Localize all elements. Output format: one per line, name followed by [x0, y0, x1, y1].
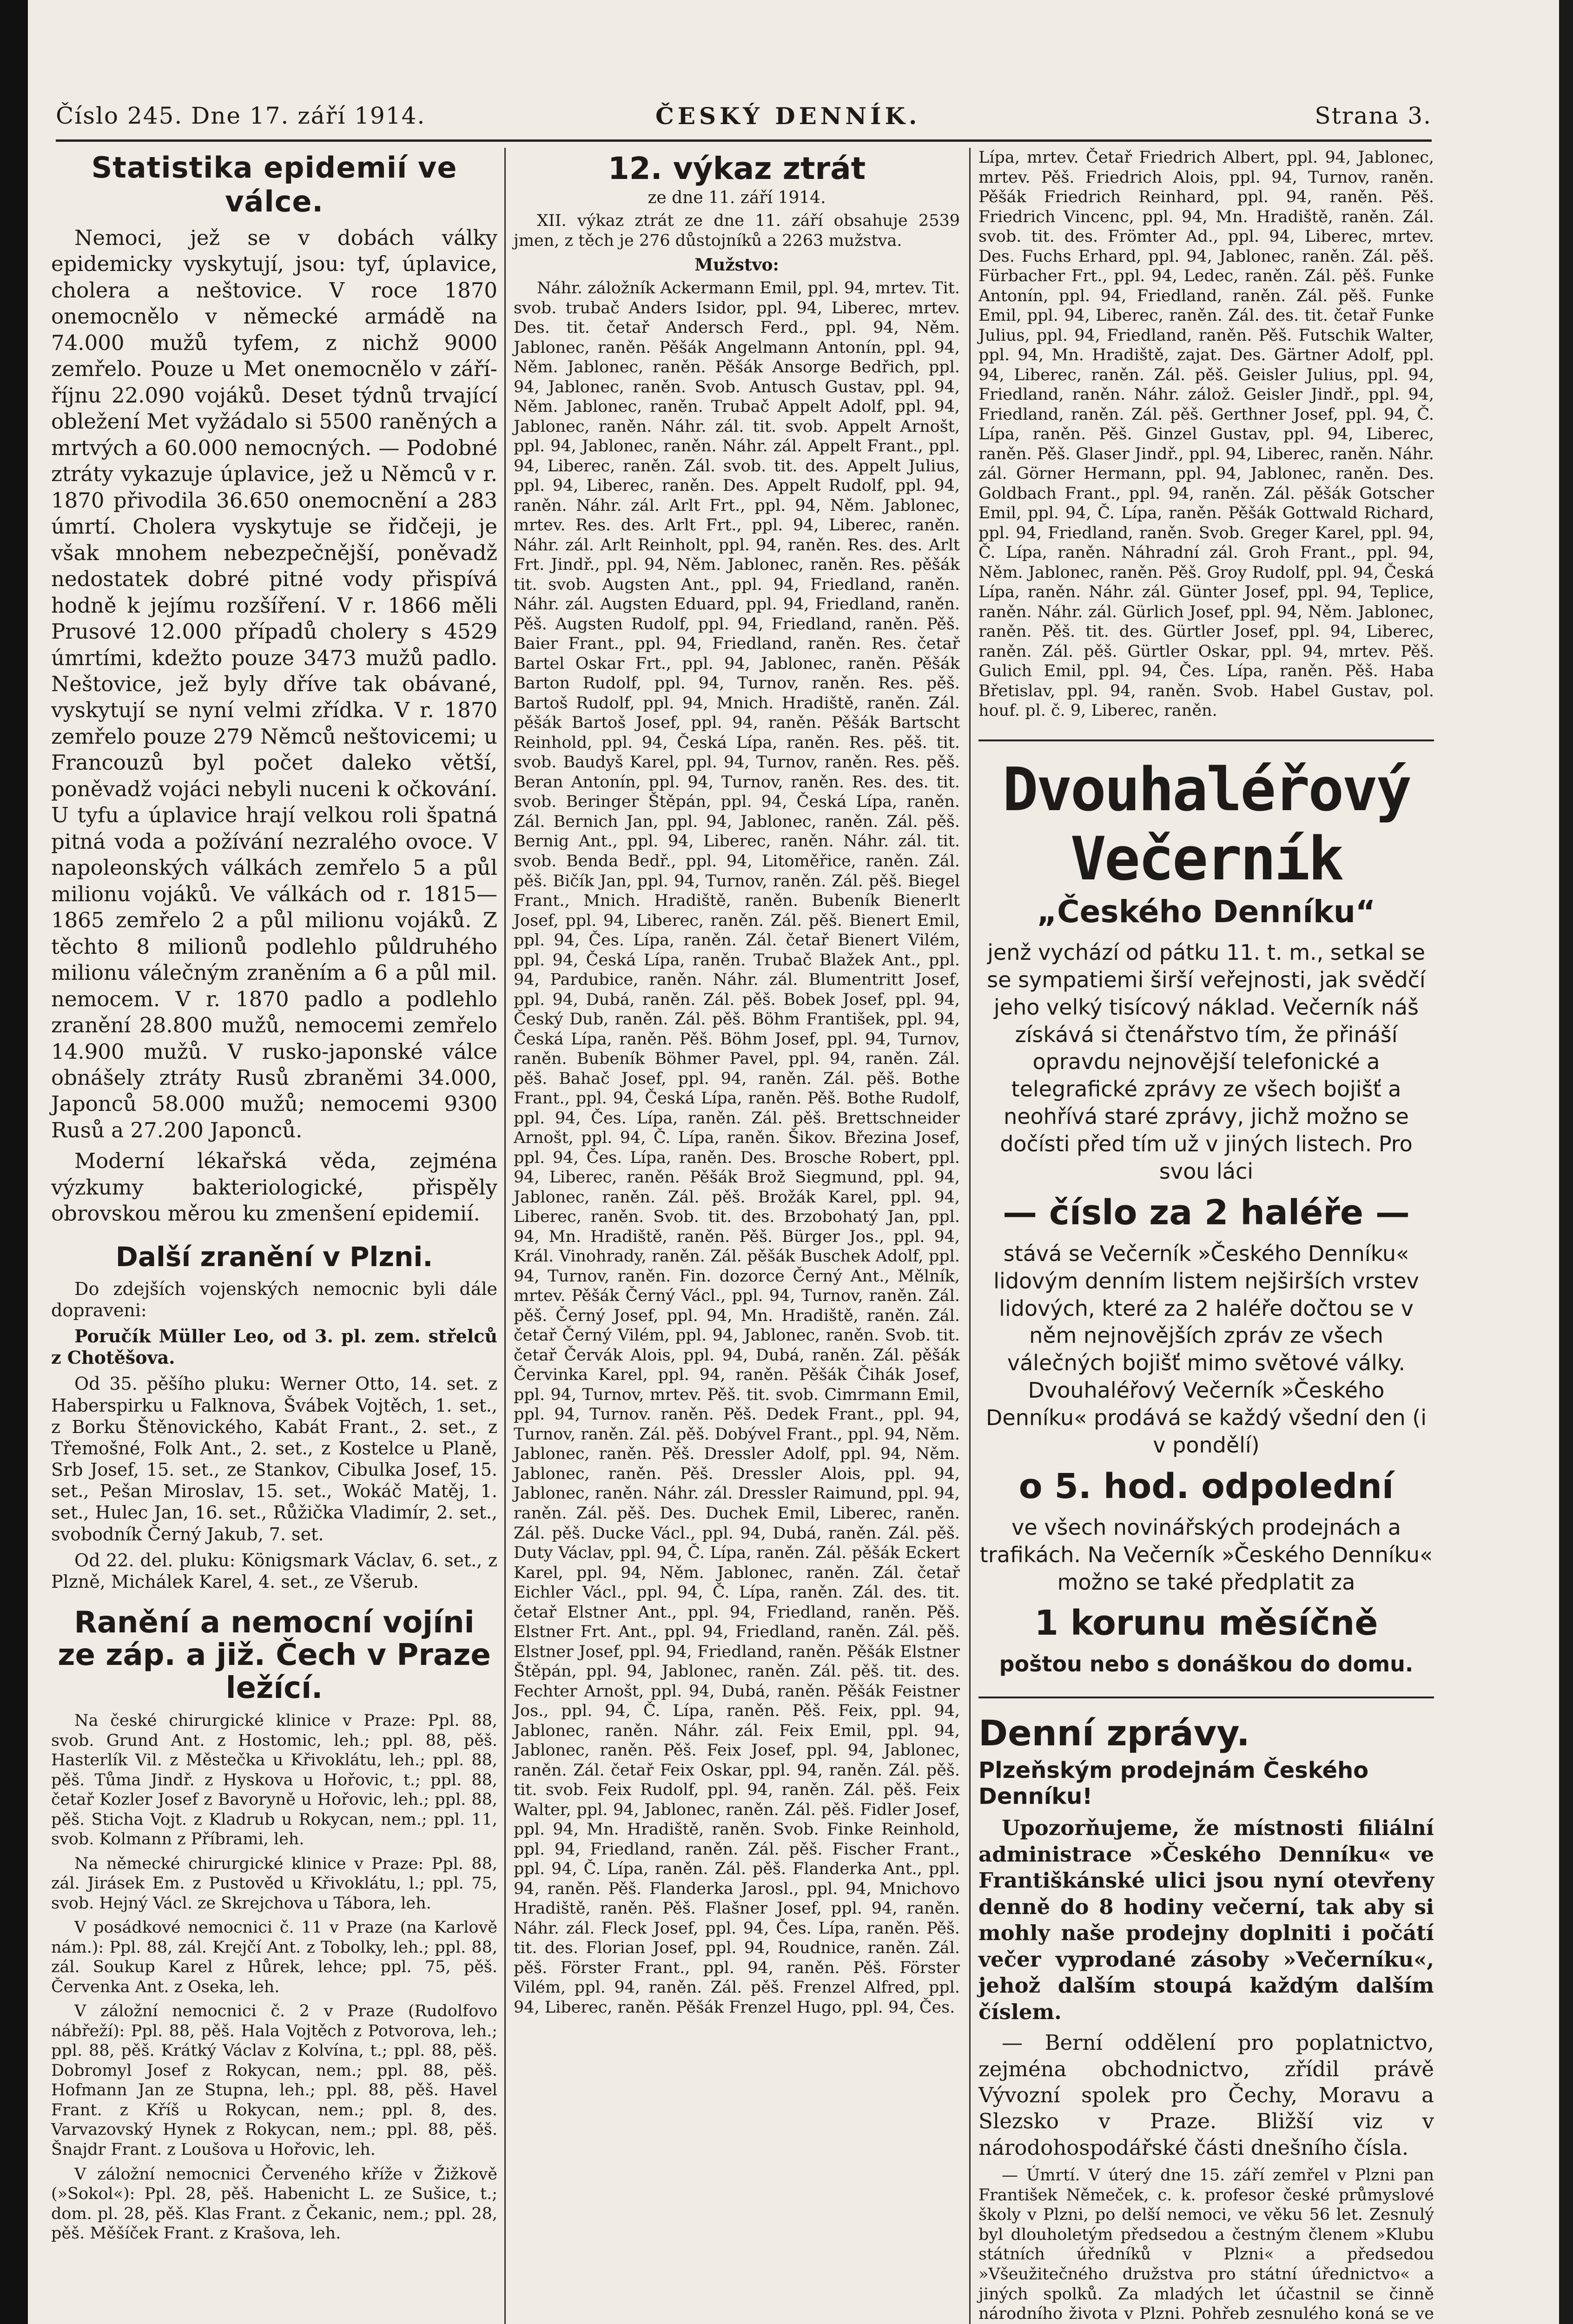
- casualty-list-continued: Lípa, mrtev. Četař Friedrich Albert, ppl. 94, Jablonec, mrtev. Pěš. Friedrich Alois, ppl. 94, Turnov, raněn. Pěšák Friedrich Reinhard, ppl. 94, raněn. Pěš. Friedrich Vincenc, ppl. 94, Mn. Hradiště, raněn. Zál. svob. tit. des. Frömter Ad., ppl. 94, Liberec, mrtev. Des. Fuchs Erhard, ppl. 94, Jablonec, raněn. Zál. pěš. Fürbacher Frt., ppl. 94, Ledec, raněn. Zál. pěš. Funke Antonín, ppl. 94, Friedland, raněn. Zál. pěš. Funke Emil, ppl. 94, Liberec, raněn. Zál. des. tit. četař Funke Julius, ppl. 94, Friedland, raněn. Pěš. Futschik Walter, ppl. 94, Mn. Hradiště, zajat. Des. Gärtner Adolf, ppl. 94, Liberec, raněn. Zál. pěš. Geisler Julius, ppl. 94, Friedland, raněn. Náhr. zálož. Geisler Jindř., ppl. 94, Friedland, raněn. Zál. pěš. Gerthner Josef, ppl. 94, Č. Lípa, raněn. Pěš. Ginzel Gustav, ppl. 94, Liberec, raněn. Pěš. Glaser Jindř., ppl. 94, Liberec, raněn. Náhr. zál. Görner Hermann, ppl. 94, Jablonec, raněn. Des. Goldbach Frant., ppl. 94, raněn. Zál. pěšák Gotscher Emil, ppl. 94, Č. Lípa, raněn. Pěšák Gottwald Richard, ppl. 94, Friedland, raněn. Svob. Greger Karel, ppl. 94, Č. Lípa, raněn. Náhradní zál. Groh Frant., ppl. 94, Něm. Jablonec, raněn. Pěš. Groy Rudolf, ppl. 94, Česká Lípa, raněn. Náhr. zál. Günter Josef, ppl. 94, Teplice, raněn. Náhr. zál. Gürlich Josef, ppl. 94, Něm. Jablonec, raněn. Pěš. tit. des. Gürtler Josef, ppl. 94, Liberec, raněn. Zál. pěš. Gürtler Oskar, ppl. 94, mrtev. Pěš. Gulich Emil, ppl. 94, Čes. Lípa, raněn. Pěš. Haba Břetislav, ppl. 94, raněn. Svob. Habel Gustav, pol. houf. pl. č. 9, Liberec, raněn.: [978, 148, 1434, 720]
- page-header: [56, 98, 1432, 139]
- article-paragraph: Na německé chirurgické klinice v Praze: Ppl. 88, zál. Jirásek Em. z Pustověd u Křivoklátu, l.; ppl. 75, svob. Hejný Václ. ze Skrejchova u Tábora, leh.: [51, 1854, 497, 1913]
- article-headline: 12. výkaz ztrát: [608, 151, 866, 186]
- ad-subtitle: „Českého Denníku“: [1037, 893, 1376, 930]
- column-right: [978, 148, 1434, 2324]
- ad-text: jenž vychází od pátku 11. t. m., setkal se se sympatiemi širší veřejnosti, jak svědčí jeho velký tisícový náklad. Večerník náš získává si čtenářstvo tím, že přináší opravdu nejnovější telefonické a telegrafické zprávy ze všech bojišť a neohřívá staré zprávy, jichž možno se dočísti před tím už v jiných listech. Pro svou láci: [987, 939, 1426, 1184]
- article-paragraph: Nemoci, jež se v dobách války epidemicky vyskytují, jsou: tyf, úplavice, cholera a neštovice. V roce 1870 onemocnělo v německé armádě na 74.000 mužů tyfem, z nichž 9000 zemřelo. Pouze u Met onemocnělo v září-říjnu 22.090 vojáků. Deset týdnů trvající obležení Met vyžádalo si 5500 raněných a mrtvých a 60.000 nemocných. — Podobné ztráty vykazuje úplavice, jež u Němců v r. 1870 přivodila 36.650 onemocnění a 283 úmrtí. Cholera vyskytuje se řidčeji, je však mnohem nebezpečnější, poněvadž nedostatek dobré pitné vody přispívá hodně k jejímu rozšíření. V r. 1866 měli Prusové 12.000 případů cholery s 4529 úmrtími, kdežto pouze 3473 mužů padlo. Neštovice, jež byly dříve tak obávané, vyskytují se nyní velmi zřídka. V r. 1870 zemřelo pouze 279 Němců neštovicemi; u Francouzů byl počet daleko větší, poněvadž vojáci nebyli nuceni k očkování. U tyfu a úplavice hrají velkou roli špatná pitná voda a požívání nezralého ovoce. V napoleonských válkách zemřelo 5 a půl milionu vojáků. Ve válkách od r. 1815—1865 zemřelo 2 a půl milionu vojáků. Z těchto 8 milionů podlehlo půldruhého milionu válečným zraněním a 6 a půl mil. nemocem. V r. 1870 padlo a podlehlo zranění 28.800 mužů, nemocemi zemřelo 14.900 mužů. V rusko-japonské válce obnášely ztráty Rusů zbraněmi 34.000, Japonců 58.000 mužů; nemocemi 9300 Rusů a 27.200 Japonců.: [51, 225, 497, 1142]
- section-label: Mužstvo:: [694, 255, 779, 275]
- page-number: Strana 3.: [1315, 102, 1432, 129]
- article-paragraph: Od 35. pěšího pluku: Werner Otto, 14. set. z Haberspirku u Falknova, Švábek Vojtěch, 1. set., z Borku Štěnovického, Kabát Frant., 2. set., z Třemošné, Folk Ant., 2. set., z Kostelce u Planě, Srb Josef, 15. set., ze Stankov, Cibulka Josef, 15. set., Pešan Miroslav, 15. set., Wokáč Matěj, 1. set., Hulec Jan, 16. set., Růžička Vladimír, 2. set., svobodník Černý Jakub, 7. set.: [51, 1373, 497, 1545]
- ad-title: Dvouhaléřový Večerník: [1002, 755, 1410, 894]
- ad-price: — číslo za 2 haléře —: [1003, 1192, 1410, 1233]
- advertisement: [978, 755, 1434, 1678]
- article-paragraph: V záložní nemocnici č. 2 v Praze (Rudolfovo nábřeží): Ppl. 88, pěš. Hala Vojtěch z Potvorova, leh.; ppl. 88, pěš. Krátký Václav z Kolvína, t.; ppl. 88, pěš. Dobromyl Josef z Rokycan, nem.; ppl. 88, pěš. Hofmann Jan ze Stupna, leh.; ppl. 88, pěš. Havel Frant. z Kříš u Rokycan, nem.; ppl. 8, des. Varvazovský Hynek z Rokycan, nem.; ppl. 88, pěš. Šnajdr Frant. z Loušova u Hořovic, leh.: [51, 2002, 497, 2159]
- article-paragraph: Od 22. del. pluku: Königsmark Václav, 6. set., z Plzně, Michálek Karel, 4. set., ze Všerub.: [51, 1550, 497, 1592]
- section-headline: Denní zprávy.: [978, 1712, 1250, 1754]
- column-middle: [514, 148, 960, 2022]
- article-dateline: ze dne 11. září 1914.: [648, 188, 826, 207]
- casualty-list: Náhr. záložník Ackermann Emil, ppl. 94, mrtev. Tit. svob. trubač Anders Isidor, ppl. 94, Liberec, mrtev. Des. tit. četař Andersch Ferd., ppl. 94, Něm. Jablonec, raněn. Pěšák Angelmann Antonín, ppl. 94, Něm. Jablonec, raněn. Pěšák Ansorge Bedřich, ppl. 94, Jablonec, raněn. Svob. Antusch Gustav, ppl. 94, Něm. Jablonec, raněn. Trubač Appelt Adolf, ppl. 94, Jablonec, raněn. Náhr. zál. tit. svob. Appelt Arnošt, ppl. 94, Jablonec, raněn. Náhr. zál. Appelt Frant., ppl. 94, Liberec, raněn. Zál. svob. tit. des. Appelt Julius, ppl. 94, Liberec, raněn. Des. Appelt Rudolf, ppl. 94, raněn. Náhr. zál. Arlt Frt., ppl. 94, Něm. Jablonec, mrtev. Res. des. Arlt Frt., ppl. 94, Liberec, raněn. Náhr. zál. Arlt Reinholt, ppl. 94, raněn. Res. des. Arlt Frt. Jindř., ppl. 94, Něm. Jablonec, raněn. Res. pěšák tit. svob. Augsten Ant., ppl. 94, Friedland, raněn. Náhr. zál. Augsten Eduard, ppl. 94, Friedland, raněn. Pěš. Augsten Rudolf, ppl. 94, Friedland, raněn. Pěš. Baier Frant., ppl. 94, Friedland, raněn. Res. četař Bartel Oskar Frt., ppl. 94, Jablonec, raněn. Pěšák Barton Rudolf, ppl. 94, Turnov, raněn. Res. pěš. Bartoš Rudolf, ppl. 94, Mnich. Hradiště, raněn. Zál. pěšák Bartoš Josef, ppl. 94, raněn. Pěšák Bartscht Reinhold, ppl. 94, Česká Lípa, raněn. Res. pěš. tit. svob. Baudyš Karel, ppl. 94, Turnov, raněn. Res. pěš. Beran Antonín, ppl. 94, Turnov, raněn. Res. des. tit. svob. Beringer Štěpán, ppl. 94, Česká Lípa, raněn. Zál. Bernich Jan, ppl. 94, Jablonec, raněn. Zál. pěš. Bernig Ant., ppl. 94, Liberec, raněn. Náhr. zál. tit. svob. Benda Bedř., ppl. 94, Litoměřice, raněn. Zál. pěš. Bičík Jan, ppl. 94, Turnov, raněn. Zál. pěš. Biegel Frant., Mnich. Hradiště, raněn. Bubeník Bienerlt Josef, ppl. 94, Liberec, raněn. Zál. pěš. Bienert Emil, ppl. 94, Čes. Lípa, raněn. Zál. četař Bienert Vilém, ppl. 94, Česká Lípa, raněn. Trubač Blažek Ant., ppl. 94, Pardubice, raněn. Náhr. zál. Blumentritt Josef, ppl. 94, Dubá, raněn. Zál. pěš. Bobek Josef, ppl. 94, Český Dub, raněn. Zál. pěš. Böhm František, ppl. 94, Česká Lípa, raněn. Pěš. Böhm Josef, ppl. 94, Turnov, raněn. Bubeník Böhmer Pavel, ppl. 94, raněn. Zál. pěš. Bahač Josef, ppl. 94, raněn. Zál. pěš. Bothe Frant., ppl. 94, Česká Lípa, raněn. Pěš. Bothe Rudolf, ppl. 94, Čes. Lípa, raněn. Zál. pěš. Brettschneider Arnošt, ppl. 94, Č. Lípa, raněn. Šikov. Březina Josef, ppl. 94, Čes. Lípa, raněn. Des. Brosche Robert, ppl. 94, Liberec, raněn. Pěšák Brož Siegmund, ppl. 94, Jablonec, raněn. Zál. pěš. Brožák Karel, ppl. 94, Liberec, raněn. Svob. tit. des. Brzobohatý Jan, ppl. 94, Mn. Hradiště, raněn. Pěš. Bürger Jos., ppl. 94, Král. Vinohrady, raněn. Zál. pěšák Buschek Adolf, ppl. 94, Turnov, raněn. Fin. dozorce Černý Ant., Mělník, mrtev. Pěšák Černý Václ., ppl. 94, Turnov, raněn. Zál. pěš. Černý Josef, ppl. 94, Mn. Hradiště, raněn. Zál. četař Černý Vilém, ppl. 94, Jablonec, raněn. Svob. tit. četař Červák Alois, ppl. 94, Dubá, raněn. Zál. pěšák Červinka Karel, ppl. 94, raněn. Pěšák Čihák Josef, ppl. 94, Turnov, mrtev. Pěš. tit. svob. Cimrmann Emil, ppl. 94, Turnov. raněn. Pěš. Dedek Frant., ppl. 94, Turnov, raněn. Zál. pěš. Dobývel Frant., ppl. 94, Něm. Jablonec, raněn. Pěš. Dressler Adolf, ppl. 94, Něm. Jablonec, raněn. Pěš. Dressler Alois, ppl. 94, Jablonec, raněn. Náhr. zál. Dressler Raimund, ppl. 94, raněn. Zál. pěš. Des. Duchek Emil, Liberec, raněn. Zál. pěš. Ducke Václ., ppl. 94, Dubá, raněn. Zál. pěš. Duty Václav, ppl. 94, Č. Lípa, raněn. Zál. pěšák Eckert Karel, ppl. 94, Něm. Jablonec, raněn. Zál. četař Eichler Václ., ppl. 94, Č. Lípa, raněn. Zál. des. tit. četař Elstner Ant., ppl. 94, Friedland, raněn. Pěš. Elstner Frt. Ant., ppl. 94, Friedland, raněn. Zál. pěš. Elstner Josef, ppl. 94, Friedland, raněn. Pěšák Elstner Štěpán, ppl. 94, Jablonec, raněn. Zál. pěš. tit. des. Fechter Arnošt, ppl. 94, Dubá, raněn. Pěšák Feistner Jos., ppl. 94, Č. Lípa, raněn. Pěš. Feix, ppl. 94, Jablonec, raněn. Náhr. zál. Feix Emil, ppl. 94, Jablonec, raněn. Pěš. Feix Josef, ppl. 94, Jablonec, raněn. Zál. četař Feix Oskar, ppl. 94, raněn. Zál. pěš. tit. svob. Feix Rudolf, ppl. 94, raněn. Zál. pěš. Feix Walter, ppl. 94, Jablonec, raněn. Zál. pěš. Fidler Josef, ppl. 94, Mn. Hradiště, raněn. Svob. Finke Reinhold, ppl. 94, Friedland, raněn. Zál. pěš. Fischer Frant., ppl. 94, Č. Lípa, raněn. Zál. pěš. Flanderka Ant., ppl. 94, raněn. Pěš. Flanderka Jarosl., ppl. 94, Mnichovo Hradiště, raněn. Pěš. Flašner Josef, ppl. 94, raněn. Náhr. zál. Fleck Josef, ppl. 94, Čes. Lípa, raněn. Pěš. tit. des. Florian Josef, ppl. 94, Roudnice, raněn. Zál. pěš. Förster Frant., ppl. 94, raněn. Pěš. Förster Vilém, ppl. 94, raněn. Zál. pěš. Frenzel Alfred, ppl. 94, Liberec, raněn. Pěšák Frenzel Hugo, ppl. 94, Čes.: [514, 279, 960, 2017]
- article-headline: Statistika epidemií ve válce.: [91, 151, 457, 218]
- article-paragraph: V posádkové nemocnici č. 11 v Praze (na Karlově nám.): Ppl. 88, zál. Krejčí Ant. z Tobolky, leh.; ppl. 88, zál. Soukup Karel z Hůrek, lehce; ppl. 75, pěš. Červenka Ant. z Oseka, leh.: [51, 1918, 497, 1996]
- article-paragraph: — Úmrtí. V úterý dne 15. září zemřel v Plzni pan František Němeček, c. k. profesor české průmyslové školy v Plzni, po delší nemoci, ve věku 56 let. Zesnulý byl dlouholetým předsedou a čestným členem »Klubu státních úředníků v Plzni« a předsedou »Všeužitečného družstva pro státní úřednictvo« a jiných spolků. Za mladých let účastnil se činně národního života v Plzni. Pohřeb zesnulého koná se ve: [978, 2166, 1434, 2324]
- ad-text: ve všech novinářských prodejnách a trafikách. Na Večerník »Českého Denníku« možno se také předplatit za: [979, 1514, 1433, 1595]
- article-paragraph: — Berní oddělení pro poplatnictvo, zejména obchodnictvo, zřídil právě Vývozní spolek pro Čechy, Moravu a Slezsko v Praze. Bližší viz v národohospodářské části dnešního čísla.: [978, 2030, 1434, 2160]
- article-headline: Ranění a nemocní vojíni ze záp. a již. Čech v Praze ležící.: [58, 1605, 491, 1705]
- scan-edge-left: [0, 0, 28, 2324]
- article-paragraph: Do zdejších vojenských nemocnic byli dále dopraveni:: [51, 1278, 497, 1320]
- column-divider: [504, 148, 506, 2324]
- article-headline: Další zranění v Plzni.: [115, 1241, 433, 1273]
- scan-edge-right: [1559, 0, 1573, 2324]
- column-divider: [969, 148, 971, 2324]
- ad-price: 1 korunu měsíčně: [1034, 1603, 1378, 1644]
- article-paragraph: Na české chirurgické klinice v Praze: Ppl. 88, svob. Grund Ant. z Hostomic, leh.; ppl. 88, pěš. Hasterlík Vil. z Městečka u Křivoklátu, leh.; ppl. 88, pěš. Tůma Jindř. z Hyskova u Hořovic, t.; ppl. 88, četař Kozler Josef z Bavoryně u Hořovic, leh.; ppl. 88, pěš. Sticha Vojt. z Kladrub u Rokycan, nem.; ppl. 11, svob. Kolmann z Příbrami, leh.: [51, 1711, 497, 1849]
- header-rule: [56, 139, 1432, 142]
- ad-text: stává se Večerník »Českého Denníku« lidovým denním listem nejširších vrstev lidových, které za 2 haléře dočtou se v něm nejnovějších zpráv ze všech válečných bojišť mimo světové války. Dvouhaléřový Večerník »Českého Denníku« prodává se každý všední den (i v pondělí): [986, 1241, 1427, 1458]
- article-paragraph: Moderní lékařská věda, zejména výzkumy bakteriologické, přispěly obrovskou měrou ku zmenšení epidemií.: [51, 1149, 497, 1226]
- article-headline: Plzeňským prodejnám Českého Denníku!: [978, 1757, 1369, 1810]
- article-paragraph: XII. výkaz ztrát ze dne 11. září obsahuje 2539 jmen, z těch je 276 důstojníků a 2263 mužstva.: [514, 211, 960, 250]
- ad-text: poštou nebo s donáškou do domu.: [999, 1651, 1414, 1677]
- ad-time: o 5. hod. odpolední: [1018, 1466, 1394, 1506]
- masthead-title: ČESKÝ DENNÍK.: [655, 102, 921, 130]
- column-left: [51, 148, 497, 2248]
- section-rule: [978, 739, 1434, 741]
- section-rule: [978, 1697, 1434, 1698]
- article-paragraph: Poručík Müller Leo, od 3. pl. zem. střelců z Chotěšova.: [51, 1326, 497, 1368]
- article-paragraph: Upozorňujeme, že místnosti filiální administrace »Českého Denníku« ve Františkánské ulici jsou nyní otevřeny denně do 8 hodiny večerní, tak aby si mohly naše prodejny doplniti i počátí večer vyprodané zásoby »Večerníku«, jehož dalším stoupá každým dalším číslem.: [978, 1816, 1434, 2024]
- article-paragraph: V záložní nemocnici Červeného kříže v Žižkově (»Sokol«): Ppl. 28, pěš. Habenicht L. ze Sušice, t.; dom. pl. 28, pěš. Klas Frant. z Čekanic, nem.; ppl. 28, pěš. Měšíček Frant. z Krašova, leh.: [51, 2165, 497, 2243]
- issue-date: Číslo 245. Dne 17. září 1914.: [56, 102, 426, 129]
